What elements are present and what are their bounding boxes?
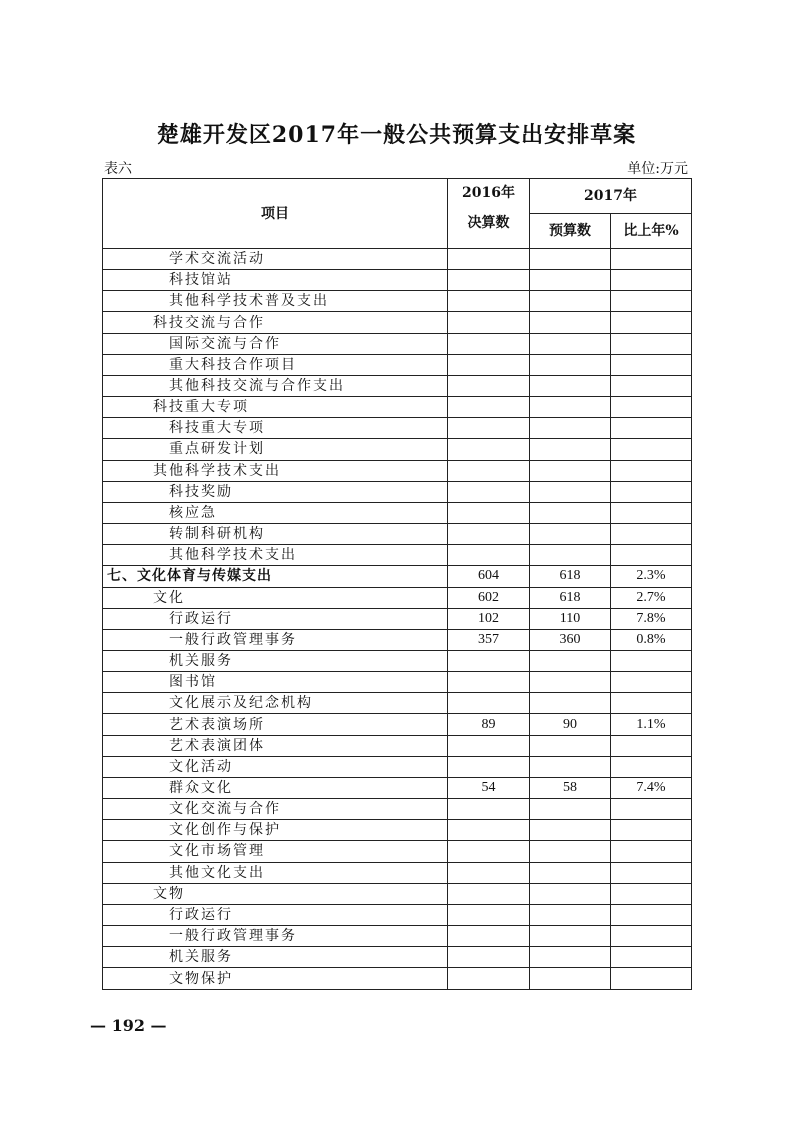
row-change-percent [611, 291, 692, 312]
row-budget-2017 [530, 947, 611, 968]
page-title: 楚雄开发区2017年一般公共预算支出安排草案 [156, 122, 637, 148]
row-budget-2017: 58 [530, 777, 611, 798]
table-label: 表六 [104, 161, 132, 177]
table-row [103, 693, 692, 714]
row-item-name: 文化创作与保护 [103, 820, 448, 841]
budget-table [102, 178, 692, 990]
row-budget-2017 [530, 418, 611, 439]
row-item-name: 其他科技交流与合作支出 [103, 375, 448, 396]
row-actual-2016 [448, 545, 530, 566]
row-budget-2017 [530, 904, 611, 925]
row-change-percent [611, 926, 692, 947]
row-actual-2016 [448, 947, 530, 968]
row-item-name: 七、文化体育与传媒支出 [103, 566, 448, 587]
row-budget-2017 [530, 249, 611, 270]
row-actual-2016 [448, 270, 530, 291]
row-actual-2016 [448, 312, 530, 333]
table-row [103, 566, 692, 587]
row-change-percent: 7.4% [611, 777, 692, 798]
row-item-name: 其他科学技术普及支出 [103, 291, 448, 312]
table-row [103, 777, 692, 798]
table-row [103, 312, 692, 333]
row-budget-2017 [530, 312, 611, 333]
table-row [103, 968, 692, 990]
table-row [103, 926, 692, 947]
row-change-percent: 7.8% [611, 608, 692, 629]
table-row [103, 545, 692, 566]
row-change-percent [611, 481, 692, 502]
table-row [103, 291, 692, 312]
row-item-name: 文化市场管理 [103, 841, 448, 862]
row-actual-2016 [448, 439, 530, 460]
row-change-percent [611, 968, 692, 990]
row-actual-2016 [448, 799, 530, 820]
row-budget-2017 [530, 693, 611, 714]
row-budget-2017 [530, 799, 611, 820]
row-change-percent [611, 524, 692, 545]
row-change-percent [611, 375, 692, 396]
row-item-name: 一般行政管理事务 [103, 926, 448, 947]
row-change-percent [611, 460, 692, 481]
row-change-percent [611, 650, 692, 671]
row-actual-2016 [448, 756, 530, 777]
table-row [103, 270, 692, 291]
table-row [103, 799, 692, 820]
row-actual-2016: 602 [448, 587, 530, 608]
row-change-percent: 1.1% [611, 714, 692, 735]
row-item-name: 科技重大专项 [103, 418, 448, 439]
row-change-percent [611, 693, 692, 714]
row-budget-2017 [530, 545, 611, 566]
row-item-name: 科技馆站 [103, 270, 448, 291]
row-change-percent [611, 545, 692, 566]
row-change-percent [611, 820, 692, 841]
row-item-name: 文物 [103, 883, 448, 904]
header-actual: 决算数 [467, 215, 510, 231]
row-actual-2016 [448, 333, 530, 354]
table-row [103, 333, 692, 354]
row-budget-2017 [530, 862, 611, 883]
row-budget-2017 [530, 439, 611, 460]
row-budget-2017: 618 [530, 587, 611, 608]
row-change-percent [611, 249, 692, 270]
row-change-percent [611, 799, 692, 820]
row-item-name: 图书馆 [103, 672, 448, 693]
row-budget-2017: 110 [530, 608, 611, 629]
table-row [103, 862, 692, 883]
table-row [103, 460, 692, 481]
row-actual-2016 [448, 418, 530, 439]
row-item-name: 国际交流与合作 [103, 333, 448, 354]
row-item-name: 文物保护 [103, 968, 448, 990]
row-budget-2017 [530, 820, 611, 841]
table-row [103, 650, 692, 671]
row-actual-2016 [448, 375, 530, 396]
row-item-name: 机关服务 [103, 947, 448, 968]
row-budget-2017 [530, 354, 611, 375]
table-row [103, 418, 692, 439]
row-change-percent [611, 333, 692, 354]
row-actual-2016 [448, 502, 530, 523]
row-change-percent [611, 397, 692, 418]
row-actual-2016: 89 [448, 714, 530, 735]
row-budget-2017 [530, 968, 611, 990]
table-row [103, 841, 692, 862]
row-change-percent [611, 312, 692, 333]
table-row [103, 502, 692, 523]
row-item-name: 科技交流与合作 [103, 312, 448, 333]
header-year-2016: 2016年 [462, 185, 515, 201]
row-budget-2017 [530, 270, 611, 291]
row-budget-2017 [530, 291, 611, 312]
table-row [103, 397, 692, 418]
row-change-percent [611, 502, 692, 523]
row-actual-2016 [448, 926, 530, 947]
row-item-name: 科技奖励 [103, 481, 448, 502]
row-budget-2017 [530, 926, 611, 947]
row-budget-2017 [530, 481, 611, 502]
row-item-name: 重大科技合作项目 [103, 354, 448, 375]
row-actual-2016 [448, 693, 530, 714]
table-row [103, 587, 692, 608]
table-row [103, 947, 692, 968]
table-row [103, 249, 692, 270]
row-item-name: 科技重大专项 [103, 397, 448, 418]
row-actual-2016 [448, 650, 530, 671]
row-change-percent [611, 947, 692, 968]
row-actual-2016 [448, 524, 530, 545]
row-change-percent [611, 354, 692, 375]
row-actual-2016 [448, 672, 530, 693]
row-change-percent [611, 904, 692, 925]
row-actual-2016: 604 [448, 566, 530, 587]
table-row [103, 820, 692, 841]
row-budget-2017 [530, 672, 611, 693]
row-change-percent: 2.7% [611, 587, 692, 608]
row-budget-2017: 90 [530, 714, 611, 735]
table-row [103, 439, 692, 460]
row-budget-2017 [530, 397, 611, 418]
table-row [103, 756, 692, 777]
row-item-name: 行政运行 [103, 608, 448, 629]
header-year-2017: 2017年 [530, 179, 692, 214]
row-budget-2017 [530, 375, 611, 396]
row-change-percent [611, 672, 692, 693]
row-budget-2017 [530, 524, 611, 545]
table-row [103, 714, 692, 735]
table-row [103, 608, 692, 629]
row-budget-2017: 360 [530, 629, 611, 650]
table-row [103, 672, 692, 693]
row-item-name: 群众文化 [103, 777, 448, 798]
row-item-name: 艺术表演场所 [103, 714, 448, 735]
row-item-name: 转制科研机构 [103, 524, 448, 545]
row-change-percent: 2.3% [611, 566, 692, 587]
row-actual-2016 [448, 820, 530, 841]
row-budget-2017 [530, 650, 611, 671]
row-actual-2016: 102 [448, 608, 530, 629]
table-row [103, 354, 692, 375]
row-item-name: 文化交流与合作 [103, 799, 448, 820]
row-item-name: 核应急 [103, 502, 448, 523]
row-item-name: 文化活动 [103, 756, 448, 777]
row-item-name: 一般行政管理事务 [103, 629, 448, 650]
row-item-name: 其他科学技术支出 [103, 545, 448, 566]
row-item-name: 其他科学技术支出 [103, 460, 448, 481]
row-actual-2016 [448, 397, 530, 418]
row-actual-2016 [448, 481, 530, 502]
header-2016-cell [448, 179, 530, 249]
row-item-name: 行政运行 [103, 904, 448, 925]
row-actual-2016 [448, 249, 530, 270]
row-actual-2016 [448, 354, 530, 375]
header-budget: 预算数 [530, 214, 611, 249]
header-change: 比上年% [611, 214, 692, 249]
row-item-name: 重点研发计划 [103, 439, 448, 460]
row-budget-2017: 618 [530, 566, 611, 587]
row-actual-2016 [448, 968, 530, 990]
row-budget-2017 [530, 460, 611, 481]
row-item-name: 文化 [103, 587, 448, 608]
row-item-name: 文化展示及纪念机构 [103, 693, 448, 714]
row-budget-2017 [530, 735, 611, 756]
row-actual-2016 [448, 904, 530, 925]
row-item-name: 学术交流活动 [103, 249, 448, 270]
row-actual-2016 [448, 460, 530, 481]
table-body [103, 249, 692, 990]
row-change-percent [611, 270, 692, 291]
row-change-percent: 0.8% [611, 629, 692, 650]
header-item: 项目 [103, 179, 448, 249]
row-actual-2016 [448, 291, 530, 312]
table-row [103, 735, 692, 756]
row-actual-2016 [448, 735, 530, 756]
table-row [103, 629, 692, 650]
row-budget-2017 [530, 333, 611, 354]
row-budget-2017 [530, 883, 611, 904]
row-budget-2017 [530, 756, 611, 777]
row-change-percent [611, 841, 692, 862]
row-budget-2017 [530, 841, 611, 862]
row-change-percent [611, 862, 692, 883]
row-change-percent [611, 756, 692, 777]
row-item-name: 机关服务 [103, 650, 448, 671]
row-actual-2016: 54 [448, 777, 530, 798]
table-row [103, 883, 692, 904]
unit-label: 单位:万元 [627, 161, 688, 177]
row-item-name: 其他文化支出 [103, 862, 448, 883]
table-row [103, 375, 692, 396]
table-row [103, 524, 692, 545]
row-change-percent [611, 735, 692, 756]
page-number: — 192 — [90, 1016, 167, 1035]
row-actual-2016 [448, 841, 530, 862]
row-change-percent [611, 418, 692, 439]
row-budget-2017 [530, 502, 611, 523]
row-change-percent [611, 439, 692, 460]
table-row [103, 481, 692, 502]
row-actual-2016 [448, 862, 530, 883]
row-change-percent [611, 883, 692, 904]
row-item-name: 艺术表演团体 [103, 735, 448, 756]
table-row [103, 904, 692, 925]
row-actual-2016: 357 [448, 629, 530, 650]
row-actual-2016 [448, 883, 530, 904]
